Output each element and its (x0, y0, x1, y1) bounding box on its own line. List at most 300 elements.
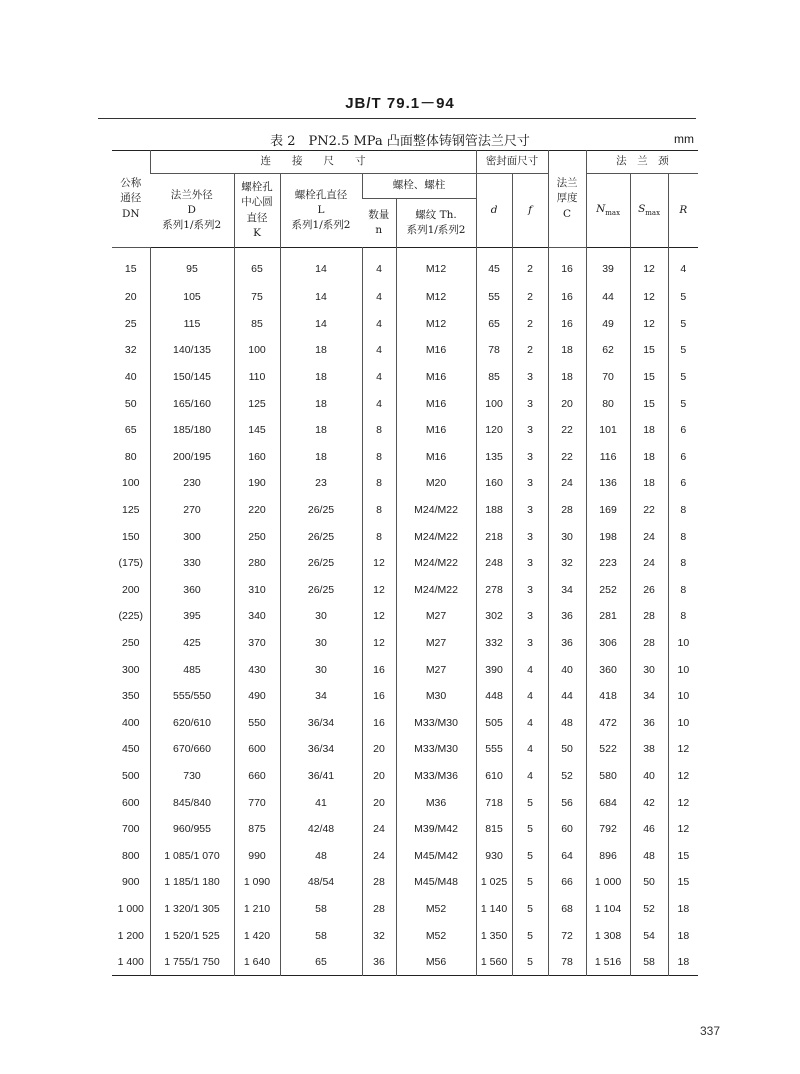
cell-s: 52 (630, 896, 668, 923)
cell-d: 1 140 (476, 896, 512, 923)
cell-c: 66 (548, 869, 586, 896)
cell-c: 16 (548, 248, 586, 285)
cell-l: 26/25 (280, 577, 362, 604)
cell-d: 300 (150, 523, 234, 550)
cell-n: 20 (362, 763, 396, 790)
cell-th: M52 (396, 922, 476, 949)
table-row (112, 337, 698, 364)
cell-r: 15 (668, 842, 698, 869)
cell-d: 448 (476, 683, 512, 710)
cell-d: 1 320/1 305 (150, 896, 234, 923)
cell-d: 278 (476, 577, 512, 604)
cell-k: 430 (234, 656, 280, 683)
cell-r: 6 (668, 417, 698, 444)
cell-k: 190 (234, 470, 280, 497)
cell-d: 140/135 (150, 337, 234, 364)
cell-n: 281 (586, 603, 630, 630)
cell-s: 15 (630, 364, 668, 391)
cell-r: 4 (668, 248, 698, 285)
cell-f: 5 (512, 949, 548, 976)
cell-s: 42 (630, 789, 668, 816)
cell-n: 223 (586, 550, 630, 577)
cell-n: 20 (362, 736, 396, 763)
cell-dn: (175) (118, 557, 143, 570)
cell-l: 34 (280, 683, 362, 710)
cell-n: 4 (362, 311, 396, 338)
cell-f: 4 (512, 763, 548, 790)
cell-d: 1 085/1 070 (150, 842, 234, 869)
cell-c: 22 (548, 444, 586, 471)
cell-k: 125 (234, 390, 280, 417)
col-nmax-header: $N_{max}$ (586, 174, 630, 248)
cell-f: 5 (512, 789, 548, 816)
cell-s: 34 (630, 683, 668, 710)
cell-n: 16 (362, 656, 396, 683)
cell-th: M16 (396, 444, 476, 471)
cell-n: 8 (362, 523, 396, 550)
cell-s: 18 (630, 417, 668, 444)
table-row (112, 656, 698, 683)
cell-n: 16 (362, 683, 396, 710)
cell-n: 36 (362, 949, 396, 976)
table-row (112, 577, 698, 604)
table-title: 表 2 PN2.5 MPa 凸面整体铸钢管法兰尺寸 (270, 134, 530, 149)
cell-k: 145 (234, 417, 280, 444)
cell-f: 3 (512, 630, 548, 657)
cell-l: 23 (280, 470, 362, 497)
cell-n: 198 (586, 523, 630, 550)
cell-k: 75 (234, 284, 280, 311)
col-connection-header: 连 接 尺 寸 (150, 151, 476, 174)
cell-l: 58 (280, 922, 362, 949)
cell-l: 18 (280, 337, 362, 364)
cell-d: 302 (476, 603, 512, 630)
cell-th: M24/M22 (396, 577, 476, 604)
cell-dn: 125 (121, 504, 140, 517)
cell-l: 48/54 (280, 869, 362, 896)
col-bolt-circle-header: 螺栓孔 中心圆 直径 K (234, 174, 280, 248)
cell-d: 115 (150, 311, 234, 338)
cell-r: 8 (668, 603, 698, 630)
cell-dn: 400 (121, 716, 140, 729)
cell-l: 18 (280, 364, 362, 391)
cell-s: 46 (630, 816, 668, 843)
cell-l: 14 (280, 248, 362, 285)
cell-k: 1 420 (234, 922, 280, 949)
cell-n: 12 (362, 550, 396, 577)
cell-c: 36 (548, 630, 586, 657)
cell-f: 3 (512, 470, 548, 497)
cell-f: 2 (512, 311, 548, 338)
cell-th: M27 (396, 656, 476, 683)
cell-n: 24 (362, 816, 396, 843)
cell-d: 1 025 (476, 869, 512, 896)
cell-n: 4 (362, 284, 396, 311)
cell-f: 3 (512, 444, 548, 471)
cell-s: 12 (630, 248, 668, 285)
cell-th: M39/M42 (396, 816, 476, 843)
cell-r: 12 (668, 736, 698, 763)
col-outer-diameter-header: 法兰外径 D 系列1/系列2 (162, 188, 222, 232)
cell-n: 1 000 (586, 869, 630, 896)
table-row (112, 390, 698, 417)
cell-n: 70 (586, 364, 630, 391)
cell-k: 100 (234, 337, 280, 364)
cell-th: M24/M22 (396, 550, 476, 577)
cell-c: 20 (548, 390, 586, 417)
cell-n: 169 (586, 497, 630, 524)
cell-k: 1 640 (234, 949, 280, 976)
table-row (112, 736, 698, 763)
cell-d: 425 (150, 630, 234, 657)
cell-n: 8 (362, 417, 396, 444)
cell-d: 1 560 (476, 949, 512, 976)
cell-c: 32 (548, 550, 586, 577)
table-row (112, 248, 698, 285)
cell-th: M52 (396, 896, 476, 923)
cell-k: 770 (234, 789, 280, 816)
cell-dn: 450 (121, 743, 140, 756)
cell-d: 670/660 (150, 736, 234, 763)
cell-d: 555/550 (150, 683, 234, 710)
cell-r: 5 (668, 364, 698, 391)
cell-n: 28 (362, 869, 396, 896)
cell-th: M33/M30 (396, 736, 476, 763)
cell-dn: 40 (124, 371, 137, 384)
cell-r: 6 (668, 444, 698, 471)
unit-label: mm (674, 132, 694, 146)
cell-th: M16 (396, 364, 476, 391)
cell-r: 5 (668, 311, 698, 338)
cell-r: 10 (668, 710, 698, 737)
cell-c: 28 (548, 497, 586, 524)
cell-r: 8 (668, 497, 698, 524)
table-row (112, 816, 698, 843)
table-row (112, 417, 698, 444)
cell-dn: 300 (121, 663, 140, 676)
col-seal-header: 密封面尺寸 (476, 151, 548, 174)
cell-th: M12 (396, 311, 476, 338)
cell-s: 30 (630, 656, 668, 683)
cell-d: 845/840 (150, 789, 234, 816)
cell-dn: 250 (121, 637, 140, 650)
cell-n: 522 (586, 736, 630, 763)
cell-k: 1 090 (234, 869, 280, 896)
cell-f: 2 (512, 248, 548, 285)
cell-f: 5 (512, 816, 548, 843)
cell-r: 12 (668, 816, 698, 843)
cell-d: 150/145 (150, 364, 234, 391)
cell-s: 40 (630, 763, 668, 790)
cell-l: 18 (280, 417, 362, 444)
cell-k: 490 (234, 683, 280, 710)
cell-th: M12 (396, 284, 476, 311)
cell-n: 12 (362, 603, 396, 630)
cell-dn: 600 (121, 796, 140, 809)
cell-d: 65 (476, 311, 512, 338)
cell-k: 250 (234, 523, 280, 550)
cell-l: 30 (280, 603, 362, 630)
cell-dn: (225) (118, 610, 143, 623)
cell-dn: 15 (124, 263, 137, 275)
cell-c: 44 (548, 683, 586, 710)
cell-r: 18 (668, 896, 698, 923)
cell-d: 248 (476, 550, 512, 577)
cell-d: 105 (150, 284, 234, 311)
cell-d: 230 (150, 470, 234, 497)
cell-l: 48 (280, 842, 362, 869)
cell-l: 36/34 (280, 736, 362, 763)
cell-k: 110 (234, 364, 280, 391)
cell-d: 610 (476, 763, 512, 790)
cell-s: 28 (630, 603, 668, 630)
table-row (112, 763, 698, 790)
cell-s: 54 (630, 922, 668, 949)
cell-l: 14 (280, 284, 362, 311)
cell-c: 56 (548, 789, 586, 816)
cell-k: 65 (234, 248, 280, 285)
col-bolts-header: 螺栓、螺柱 (362, 174, 476, 199)
cell-d: 200/195 (150, 444, 234, 471)
cell-s: 24 (630, 523, 668, 550)
table-row (112, 922, 698, 949)
cell-n: 24 (362, 842, 396, 869)
cell-r: 12 (668, 763, 698, 790)
cell-th: M45/M48 (396, 869, 476, 896)
cell-f: 4 (512, 683, 548, 710)
cell-d: 95 (150, 248, 234, 285)
cell-d: 165/160 (150, 390, 234, 417)
cell-n: 20 (362, 789, 396, 816)
cell-c: 50 (548, 736, 586, 763)
cell-s: 18 (630, 444, 668, 471)
table-row (112, 550, 698, 577)
cell-f: 3 (512, 390, 548, 417)
cell-d: 160 (476, 470, 512, 497)
cell-dn: 1 000 (117, 902, 144, 915)
cell-s: 48 (630, 842, 668, 869)
cell-dn: 65 (124, 424, 137, 437)
cell-l: 30 (280, 630, 362, 657)
cell-c: 24 (548, 470, 586, 497)
table-row (112, 842, 698, 869)
cell-c: 72 (548, 922, 586, 949)
cell-th: M16 (396, 337, 476, 364)
cell-r: 8 (668, 550, 698, 577)
cell-d: 100 (476, 390, 512, 417)
cell-l: 26/25 (280, 497, 362, 524)
cell-f: 2 (512, 284, 548, 311)
cell-d: 330 (150, 550, 234, 577)
cell-n: 418 (586, 683, 630, 710)
cell-c: 36 (548, 603, 586, 630)
cell-dn: 80 (124, 450, 137, 463)
cell-th: M27 (396, 630, 476, 657)
cell-n: 4 (362, 390, 396, 417)
cell-n: 8 (362, 444, 396, 471)
cell-r: 5 (668, 284, 698, 311)
cell-c: 40 (548, 656, 586, 683)
cell-n: 8 (362, 470, 396, 497)
col-dn-header: 公称 通径 DN (112, 151, 150, 248)
cell-l: 65 (280, 949, 362, 976)
cell-th: M33/M30 (396, 710, 476, 737)
cell-r: 18 (668, 949, 698, 976)
cell-f: 3 (512, 577, 548, 604)
cell-r: 10 (668, 656, 698, 683)
cell-f: 5 (512, 896, 548, 923)
cell-th: M36 (396, 789, 476, 816)
cell-c: 52 (548, 763, 586, 790)
cell-s: 26 (630, 577, 668, 604)
cell-d: 135 (476, 444, 512, 471)
cell-d: 270 (150, 497, 234, 524)
cell-th: M45/M42 (396, 842, 476, 869)
cell-l: 26/25 (280, 550, 362, 577)
cell-f: 5 (512, 842, 548, 869)
table-row (112, 284, 698, 311)
cell-th: M27 (396, 603, 476, 630)
cell-k: 990 (234, 842, 280, 869)
cell-n: 4 (362, 337, 396, 364)
cell-f: 3 (512, 603, 548, 630)
cell-l: 26/25 (280, 523, 362, 550)
cell-f: 5 (512, 869, 548, 896)
cell-d: 718 (476, 789, 512, 816)
cell-s: 12 (630, 284, 668, 311)
cell-s: 58 (630, 949, 668, 976)
cell-r: 10 (668, 630, 698, 657)
cell-r: 12 (668, 789, 698, 816)
cell-dn: 150 (121, 530, 140, 543)
cell-dn: 20 (124, 291, 137, 304)
cell-dn: 25 (124, 317, 137, 330)
cell-k: 280 (234, 550, 280, 577)
cell-f: 3 (512, 523, 548, 550)
cell-r: 18 (668, 922, 698, 949)
cell-n: 580 (586, 763, 630, 790)
cell-c: 30 (548, 523, 586, 550)
table-row (112, 896, 698, 923)
cell-c: 22 (548, 417, 586, 444)
col-smax-header: $S_{max}$ (630, 174, 668, 248)
cell-f: 3 (512, 550, 548, 577)
cell-d: 85 (476, 364, 512, 391)
cell-n: 792 (586, 816, 630, 843)
cell-dn: 800 (121, 849, 140, 862)
cell-s: 38 (630, 736, 668, 763)
cell-f: 4 (512, 710, 548, 737)
cell-d: 45 (476, 248, 512, 285)
col-f-header: f (512, 174, 548, 248)
cell-k: 600 (234, 736, 280, 763)
cell-f: 5 (512, 922, 548, 949)
cell-d: 360 (150, 577, 234, 604)
cell-c: 60 (548, 816, 586, 843)
cell-th: M30 (396, 683, 476, 710)
cell-s: 36 (630, 710, 668, 737)
cell-n: 8 (362, 497, 396, 524)
cell-d: 815 (476, 816, 512, 843)
cell-d: 1 520/1 525 (150, 922, 234, 949)
cell-dn: 700 (121, 823, 140, 836)
cell-s: 15 (630, 337, 668, 364)
flange-dimension-table (112, 150, 698, 976)
cell-n: 49 (586, 311, 630, 338)
cell-d: 960/955 (150, 816, 234, 843)
cell-c: 34 (548, 577, 586, 604)
cell-c: 18 (548, 364, 586, 391)
col-d-header: d (476, 174, 512, 248)
col-quantity-header: 数量 n (368, 208, 390, 236)
cell-d: 555 (476, 736, 512, 763)
cell-dn: 1 200 (117, 929, 144, 942)
table-row (112, 497, 698, 524)
cell-d: 185/180 (150, 417, 234, 444)
cell-dn: 50 (124, 397, 137, 410)
cell-c: 16 (548, 311, 586, 338)
cell-k: 160 (234, 444, 280, 471)
cell-d: 395 (150, 603, 234, 630)
cell-n: 101 (586, 417, 630, 444)
cell-c: 78 (548, 949, 586, 976)
cell-f: 4 (512, 736, 548, 763)
cell-n: 4 (362, 248, 396, 285)
cell-th: M20 (396, 470, 476, 497)
cell-k: 340 (234, 603, 280, 630)
cell-r: 8 (668, 523, 698, 550)
cell-d: 1 350 (476, 922, 512, 949)
cell-r: 5 (668, 337, 698, 364)
cell-l: 18 (280, 390, 362, 417)
cell-r: 5 (668, 390, 698, 417)
cell-c: 16 (548, 284, 586, 311)
col-bolt-hole-header: 螺栓孔直径 L 系列1/系列2 (280, 174, 362, 248)
cell-l: 41 (280, 789, 362, 816)
cell-d: 505 (476, 710, 512, 737)
cell-s: 22 (630, 497, 668, 524)
table-row (112, 603, 698, 630)
cell-n: 62 (586, 337, 630, 364)
cell-d: 55 (476, 284, 512, 311)
col-r-header: R (668, 174, 698, 248)
cell-n: 360 (586, 656, 630, 683)
table-row (112, 683, 698, 710)
cell-th: M12 (396, 248, 476, 285)
cell-d: 1 755/1 750 (150, 949, 234, 976)
table-row (112, 523, 698, 550)
cell-d: 930 (476, 842, 512, 869)
cell-c: 64 (548, 842, 586, 869)
cell-k: 875 (234, 816, 280, 843)
cell-n: 4 (362, 364, 396, 391)
cell-dn: 500 (121, 769, 140, 782)
cell-n: 12 (362, 577, 396, 604)
cell-d: 218 (476, 523, 512, 550)
cell-n: 1 516 (586, 949, 630, 976)
cell-s: 15 (630, 390, 668, 417)
cell-n: 80 (586, 390, 630, 417)
cell-n: 896 (586, 842, 630, 869)
cell-k: 85 (234, 311, 280, 338)
cell-d: 120 (476, 417, 512, 444)
cell-d: 620/610 (150, 710, 234, 737)
cell-n: 1 104 (586, 896, 630, 923)
cell-n: 16 (362, 710, 396, 737)
cell-n: 252 (586, 577, 630, 604)
table-row (112, 311, 698, 338)
cell-c: 68 (548, 896, 586, 923)
